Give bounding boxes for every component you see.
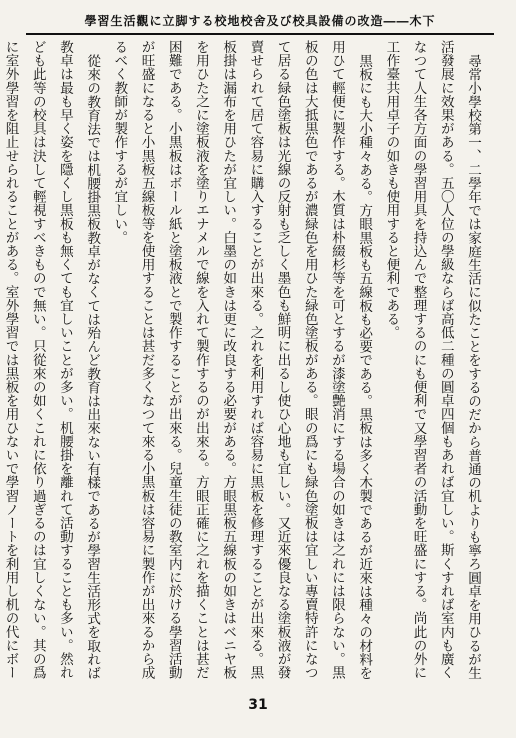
- running-header: 學習生活觀に立脚する校地校舍及び校具設備の改造――木下: [84, 13, 436, 28]
- body-text: [2, 40, 486, 680]
- paragraph-3: 從來の教育法では机腰掛黒板教卓がなくては殆んど教育は出來ない有樣であるが學習生活形式を取れば教卓は最も早く姿を隱くし黒板も無くても宜しいことが多い。机腰掛を離れて活動することも多い。然れども此等の校具は決して輕視すべきもので無い。只從來の如くこれに依り過ぎるのは宜しくない。其の爲に室外學習を阻止せられることがある。室外學習では黒板を用ひないで學習ノートを利用し机の代にボー: [2, 40, 101, 680]
- paragraph-1: 尋常小學校第一、二學年では家庭生活に似たことをするのだから普通の机よりも寧ろ圓卓を用ひるが生活發展に效果がある。五〇人位の學級ならば高低二種の圓卓四個もあれば宜しい。斯くすれば室内も廣くなつて人生各方面の學習用具を持込んで整理するのにも便利で又學習者の活動を旺盛にする。尚此の外に工作臺共用卓子の如きも使用すると便利である。: [383, 40, 481, 680]
- header-rule: [26, 33, 494, 35]
- paragraph-2: 黒板にも大小種々ある。方眼黒板も五線板も必要である。黒板は多く木製であるが近來は種々の材料を用ひて輕便に製作する。木質は朴綴杉等を可とするが漆塗艶消にする場合の如きは之れには限らない。黒板の色は大抵黒色であるが濃緑色を用ひた緑色塗板がある。眼の爲にも緑色塗板は宜しい專賣特許になつて居る緑色塗板は光線の反射も乏しく墨色も鮮明に出るし使ひ心地も宜しい。又近來優良なる塗板液が發賣せられて居て容易に購入することが出來る。之れを利用すれば容易に黒板を修理することが出來る。黒板掛は漏布を用ひたが宜しい。白墨の如きは更に改良する必要がある。方眼黒板五線板の如きはベニヤ板を用ひた之に塗板液を塗りエナメルで線を入れて製作するのが出來る。方眼正確に之れを描くことは甚だ困難である。小黒板はボール紙と塗板液とで製作することが出來る。兒童生徒の教室内に於ける學習活動が旺盛になると小黒板五線板等を使用することは甚だ多くなつて來る小黒板は容易に製作が出來るから成るべく教師が製作するが宜しい。: [111, 40, 373, 680]
- page-number: 31: [248, 697, 268, 713]
